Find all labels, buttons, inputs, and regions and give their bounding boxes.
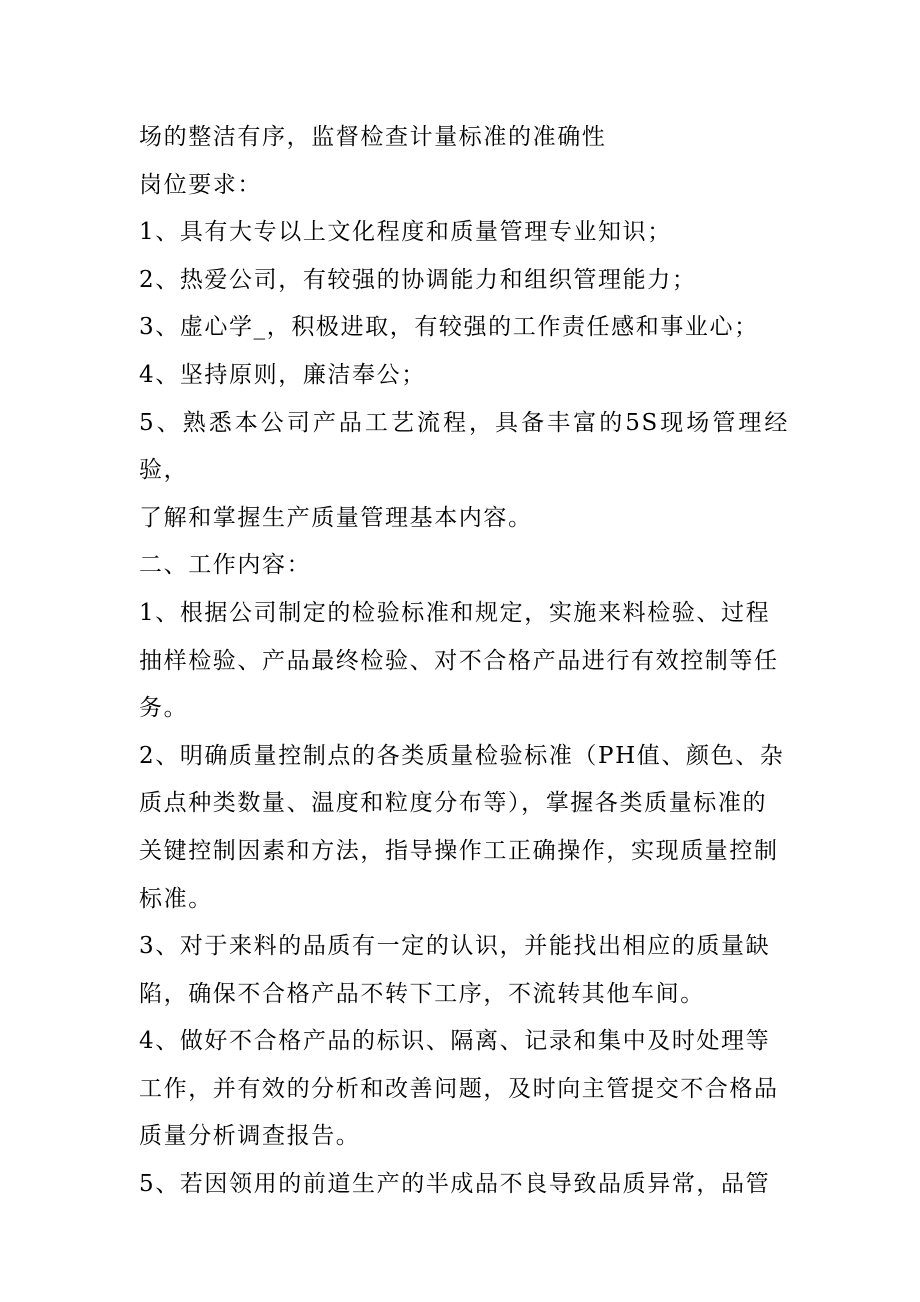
work-item-4: 4、做好不合格产品的标识、隔离、记录和集中及时处理等 工作，并有效的分析和改善问题，及时向主管提交不合格品 质量分析调查报告。 [139, 1028, 779, 1150]
document-body [139, 114, 789, 1209]
work-item-2: 2、明确质量控制点的各类质量检验标准（PH值、颜色、杂 质点种类数量、温度和粒度分布等），掌握各类质量标准的 关键控制因素和方法，指导操作工正确操作，实现质量控制 标准。 [139, 742, 785, 912]
section-heading-requirements: 岗位要求： [139, 171, 262, 198]
requirement-item-1: 1、具有大专以上文化程度和质量管理专业知识； [139, 219, 672, 246]
work-item-5: 5、若因领用的前道生产的半成品不良导致品质异常，品管 [139, 1171, 771, 1198]
requirement-item-4: 4、坚持原则，廉洁奉公； [139, 361, 426, 388]
work-item-3: 3、对于来料的品质有一定的认识，并能找出相应的质量缺 陷，确保不合格产品不转下工序，不流转其他车间。 [139, 933, 771, 1007]
work-item-1: 1、根据公司制定的检验标准和规定，实施来料检验、过程 抽样检验、产品最终检验、对不合格产品进行有效控制等任 务。 [139, 599, 779, 722]
paragraph-intro-line: 场的整洁有序，监督检查计量标准的准确性 [139, 124, 607, 150]
section-heading-work-content: 二、工作内容： [139, 552, 312, 579]
requirement-item-3: 3、虚心学_，积极进取，有较强的工作责任感和事业心； [139, 314, 759, 341]
requirement-item-5: 5、熟悉本公司产品工艺流程，具备丰富的5S现场管理经验， 了解和掌握生产质量管理基本内容。 [139, 409, 789, 531]
requirement-item-2: 2、热爱公司，有较强的协调能力和组织管理能力； [139, 266, 697, 293]
